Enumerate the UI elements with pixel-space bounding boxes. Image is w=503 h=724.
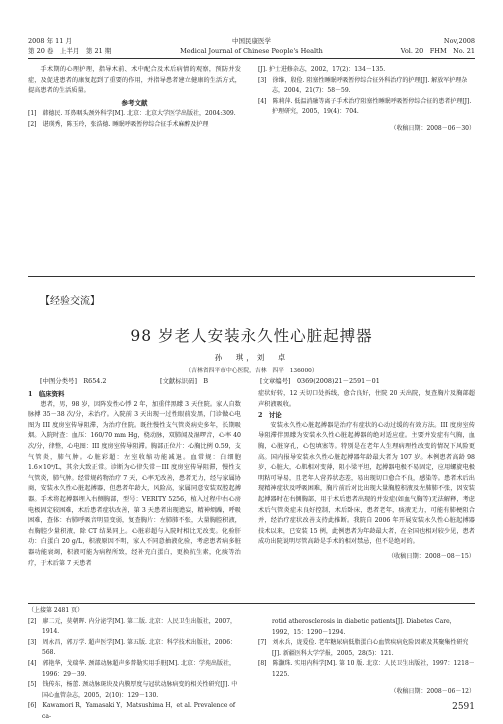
- article-right-column: [258, 389, 475, 563]
- clc-number: [中图分类号] R654.2: [40, 377, 107, 385]
- header-rule: [28, 58, 475, 59]
- section-tag: 【经验交流】: [40, 296, 100, 307]
- reference-item: [8] 陈灏珠. 实用内科学[M]. 第 10 版. 北京：人民卫生出版社，1997：1218－1225.: [258, 660, 475, 678]
- received-date: （收稿日期：2008－08－15）: [387, 552, 475, 560]
- continued-refs-right: [258, 617, 475, 703]
- header-journal-cn: 中国民康医学: [232, 37, 271, 45]
- header-date-en: Nov,2008: [443, 37, 475, 45]
- reference-item: [4] 郭艳华，戈瑞华. 颈部动脉超声多普勒实用手册[M]. 北京：学苑出版社，1996：29－39.: [28, 659, 235, 678]
- article-affiliation: （吉林省四平市中心医院，吉林 四平 136000）: [185, 368, 318, 374]
- continued-refs-left: [28, 606, 241, 723]
- article-authors: 孙 琪，刘 卓: [214, 353, 289, 362]
- reference-item: [6] Kawamori R，Yamasaki Y，Matsushima H，et al. Prevalence of ca-: [28, 702, 236, 720]
- reference-item: [5] 钱传东，杨蕾. 颈动脉斑块及内膜厚度与冠状动脉病变的相关性研究[J]. 中国心血管杂志，2005，2(10)：129－130.: [28, 681, 238, 699]
- prev-article-text: 手术期的心理护理，指导术前、术中配合及术后病情的观察，预防并发症，及促进患者的康复起到了重要的作用，并指导患者建立健康的生活方式，提高患者的生活质量。: [28, 66, 241, 95]
- prev-refs-heading: 参考文献: [121, 98, 148, 107]
- reference-item: [1] 韩德民. 耳鼻咽头颈外科学[M]. 北京：北京大学医学出版社，2004:309.: [28, 110, 236, 118]
- discussion-text: 安装永久性心脏起搏器是治疗有症状的心动过缓的有效方法。III 度房室传导阻滞伴黑矇为安装永久性心脏起搏器的绝对适应症。主要并发症有气胸，血胸，心脏穿孔，心包填塞等。特别是在老年人生理病理性改变的情况下风险更高。国内报导安装永久性心脏起搏器年龄最大者为 107 岁。本例患者高龄 98 岁，心脏大，心肌相对变薄，阻小梁平坦，起搏器电极不易固定，应用螺旋电极明粘可导易，且老年人营养状态差，易出现切口愈合不良，感染等。患者术后出现精神症状及呼吸困难，胸片前后对比出现大量胸腔积液及左肺肺不张，因安装起搏器时在右侧胸部，用于术后患者出现的并发症(如血气胸等)无法解释，考虑术后气管炎症未良好控制，术后卧床，患者老年，痰液无力，可能有肺梗阻合并，经治疗症状改善支持此推断。我院自 2006 年开展安装永久性心脏起搏器技术以来，已安装 15 例，此例患者为年龄最大者，在全国也相对较少见，患者成功出院说明尽管高龄是手术的相对禁忌，但不是绝对的。: [258, 421, 475, 546]
- header-date: 2008 年 11 月: [28, 37, 73, 45]
- article-title: 98 岁老人安装永久性心脏起搏器: [130, 327, 373, 345]
- section-heading: 2 讨论: [258, 411, 282, 420]
- header-volume-en: Vol. 20 FHM No. 21: [400, 47, 475, 55]
- received-date: （收稿日期：2008－06－30）: [390, 124, 475, 132]
- article-left-column: [28, 389, 241, 569]
- reference-item: [4] 陈莉萍. 低温消融等离子手术治疗阻塞性睡眠呼吸暂停综合征的患者护理[J]. 护理研究，2005，19(4)：704.: [258, 97, 472, 116]
- prev-refs-right: [258, 65, 475, 141]
- article-divider: [28, 276, 475, 277]
- prev-article-left-column: [28, 65, 241, 131]
- reference-item: [2] 廖二元，莫朝晖. 内分泌学[M]. 第二版. 北京：人民卫生出版社，2007，1914.: [28, 617, 237, 636]
- header-volume: 第 20 卷 上半月 第 21 期: [28, 47, 112, 55]
- document-code: [文献标识码] B: [160, 377, 209, 385]
- reference-item: [J]. 护士进修杂志，2002，17(2)：134－135.: [258, 66, 386, 73]
- prev-refs-left: [28, 109, 241, 130]
- section-heading: 1 临床资料: [28, 390, 65, 398]
- reference-item: rotid atherosclerosis in diabetic patients[J]. Diabetes Care，1992，15：1290－1294.: [272, 618, 456, 636]
- continued-label: （上接第 2481 页）: [28, 607, 84, 614]
- received-date: （收稿日期：2008－06－12）: [390, 687, 475, 695]
- header-journal-en: Medical Journal of Chinese People's Health: [180, 47, 323, 55]
- page-number: 2591: [452, 702, 475, 712]
- article-divider: [28, 603, 475, 604]
- case-report-continued: 症状好转，12 天切口处拆线，愈合良好，住院 20 天出院，复查胸片及胸部超声积液吸收。: [258, 390, 475, 408]
- reference-item: [3] 周永昌，郭万学. 超声医学[M]. 第五版. 北京：科学技术出版社，2006：568.: [28, 638, 237, 657]
- reference-item: [7] 刘永兵，庞爱俭. 老年糖尿病低脂蛋白心血管疾病危险因素及其聚集性研究[J]. 新疆医科大学学报，2005，28(5)：121.: [258, 639, 469, 657]
- reference-item: [2] 谌瑛秀，陈玉玲，张浩德. 睡眠呼吸暂停综合征手术麻醉及护理: [28, 120, 209, 128]
- case-report-text: 患者，男，98 岁，因阵发性心悸 2 年，加重伴黑矇 3 天住院。家人自数脉搏 35－38 次/分，未治疗。入院前 3 天出现一过性眼前发黑，门诊做心电图为 III 度房室传导阻滞，为治疗住院。既往慢性支气管炎病史多年，长期吸烟。入院时查：血压：160/70 mm Hg，桡动脉，双肺闻及湿啰音，心率 40 次/分，律整，心电图：III 度房室传导阻滞。胸部正位片：心胸比例 0.59，支气管炎，肺气肿。心脏彩超：左室收缩功能减退。血常规：白细胞 1.6×10⁹/L，其余大致正常。诊断为心律失常－III 度房室传导阻滞，慢性支气管炎，肺气肿。经常规药物治疗 7 天，心率无改善，患者无力，经与家属协商，安装永久性心脏起搏器，但患者年龄大，风险高，家属同意安装双腔起搏器。手术将起搏器埋入右侧胸部，型号：VERITY 5256，植入过程中右心房电极固定较困难，术后患者症状改善，第 3 天患者出现谵妄，精神烦躁，呼吸困难，查体：右肺呼吸音明显变弱，复查胸片：左肺肺不张，大量胸腔积液，右胸腔少量积液，除 CT 结果同上。心脏彩超与入院时相比无改变。化验肝功：白蛋白 20 g/L，积液原因不明，家人不同意抽液化验，考虑患者病多脏器功能衰竭，积液可能为病程所致，经补充白蛋白，更换抗生素，化痰等治疗，于术后第 7 天患者: [28, 400, 241, 567]
- article-number: [文章编号] 0369(2008)21－2591－01: [260, 377, 380, 385]
- reference-item: [3] 徐维，殷俭. 阻塞性睡眠呼吸暂停综合征外科治疗的护理[J]. 解放军护理杂志，2004，21(7)：58－59.: [258, 76, 468, 95]
